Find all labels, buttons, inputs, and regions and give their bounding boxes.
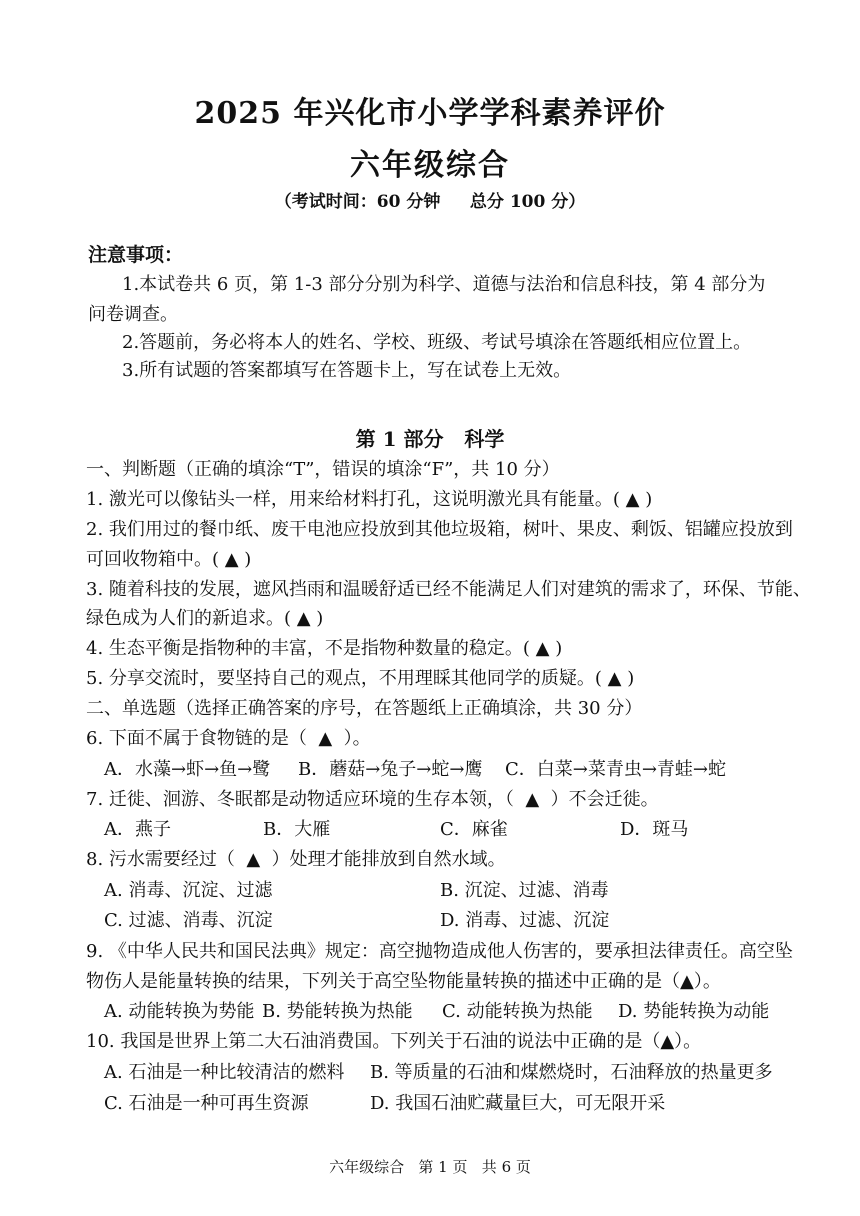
question-2-line-1: 2. 我们用过的餐巾纸、废干电池应投放到其他垃圾箱，树叶、果皮、剩饭、铝罐应投放到 (86, 519, 793, 540)
question-10-option-d: D. 我国石油贮藏量巨大，可无限开采 (370, 1093, 666, 1114)
question-8-option-b: B. 沉淀、过滤、消毒 (440, 880, 609, 901)
question-10-stem: 10. 我国是世界上第二大石油消费国。下列关于石油的说法中正确的是（▲）。 (86, 1031, 702, 1052)
question-3-line-1: 3. 随着科技的发展，遮风挡雨和温暖舒适已经不能满足人们对建筑的需求了，环保、节能、 (86, 579, 811, 600)
exam-info: （考试时间：60 分钟 总分 100 分） (274, 192, 586, 212)
question-7-option-c: C．麻雀 (440, 819, 508, 840)
note-item-2: 2.答题前，务必将本人的姓名、学校、班级、考试号填涂在答题纸相应位置上。 (122, 332, 752, 353)
section1-heading: 一、判断题（正确的填涂“T”，错误的填涂“F”，共 10 分） (86, 459, 560, 480)
note-item-1: 1.本试卷共 6 页，第 1-3 部分分别为科学、道德与法治和信息科技，第 4 部分为问卷调查。 (88, 274, 766, 325)
question-7-option-a: A．燕子 (104, 819, 171, 840)
question-6-option-a: A．水藻→虾→鱼→鹭 (104, 759, 271, 780)
question-7-option-d: D．斑马 (620, 819, 689, 840)
question-10-option-a: A. 石油是一种比较清洁的燃料 (104, 1062, 345, 1083)
question-8-option-d: D. 消毒、过滤、沉淀 (440, 910, 610, 931)
question-9-stem-line-2: 物伤人是能量转换的结果，下列关于高空坠物能量转换的描述中正确的是（▲）。 (86, 971, 721, 992)
question-8-option-c: C. 过滤、消毒、沉淀 (104, 910, 273, 931)
question-6-option-c: C．白菜→菜青虫→青蛙→蛇 (505, 759, 727, 780)
page-title: 2025 年兴化市小学学科素养评价 (194, 96, 666, 131)
question-10-option-b: B. 等质量的石油和煤燃烧时，石油释放的热量更多 (370, 1062, 773, 1083)
question-9-option-a: A. 动能转换为势能 (104, 1001, 255, 1022)
question-4: 4. 生态平衡是指物种的丰富，不是指物种数量的稳定。( ▲ ) (86, 638, 563, 659)
question-1: 1. 激光可以像钻头一样，用来给材料打孔，这说明激光具有能量。( ▲ ) (86, 489, 653, 510)
page-subtitle: 六年级综合 (350, 148, 510, 183)
question-6-option-b: B．蘑菇→兔子→蛇→鹰 (298, 759, 483, 780)
question-5: 5. 分享交流时，要坚持自己的观点，不用理睬其他同学的质疑。( ▲ ) (86, 668, 635, 689)
page-footer: 六年级综合 第 1 页 共 6 页 (329, 1158, 531, 1176)
question-3-line-2: 绿色成为人们的新追求。( ▲ ) (86, 608, 324, 629)
question-9-option-c: C. 动能转换为热能 (442, 1001, 593, 1022)
section2-heading: 二、单选题（选择正确答案的序号，在答题纸上正确填涂，共 30 分） (86, 698, 643, 719)
question-9-stem-line-1: 9. 《中华人民共和国民法典》规定：高空抛物造成他人伤害的，要承担法律责任。高空坠 (86, 941, 793, 962)
question-7-option-b: B．大雁 (263, 819, 331, 840)
question-7-stem: 7. 迁徙、洄游、冬眠都是动物适应环境的生存本领，（ ▲ ）不会迁徙。 (86, 789, 659, 810)
question-6-stem: 6. 下面不属于食物链的是（ ▲ ）。 (86, 728, 371, 749)
question-10-option-c: C. 石油是一种可再生资源 (104, 1093, 309, 1114)
question-8-option-a: A. 消毒、沉淀、过滤 (104, 880, 273, 901)
note-item-3: 3.所有试题的答案都填写在答题卡上，写在试卷上无效。 (122, 360, 572, 381)
question-8-stem: 8. 污水需要经过（ ▲ ）处理才能排放到自然水域。 (86, 849, 506, 870)
part1-heading: 第 1 部分 科学 (355, 427, 505, 451)
question-9-option-b: B. 势能转换为热能 (262, 1001, 413, 1022)
question-9-option-d: D. 势能转换为动能 (618, 1001, 770, 1022)
question-2-line-2: 可回收物箱中。( ▲ ) (86, 549, 252, 570)
notes-heading: 注意事项： (88, 244, 184, 266)
